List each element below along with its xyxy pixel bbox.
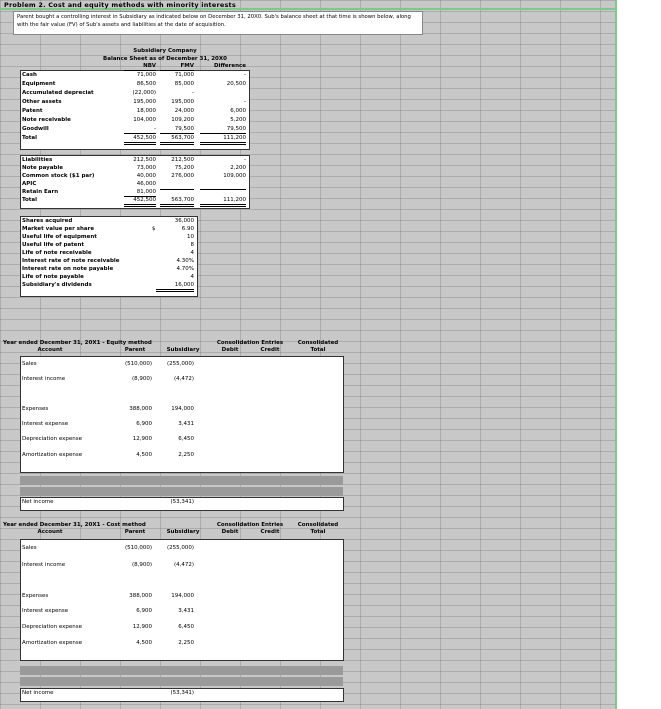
worksheet-row-parent: 6,900 — [136, 421, 152, 427]
bs-row-diff: - — [244, 72, 246, 78]
cost-col-consol: Consolidation Entries — [216, 522, 284, 528]
bs-row-fmv: 71,000 — [174, 72, 194, 78]
company-name: Subsidiary Company — [133, 48, 197, 54]
worksheet-row-parent: 12,900 — [132, 436, 152, 442]
bs-row-label: Other assets — [22, 99, 62, 105]
worksheet-row-label: Amortization expense — [22, 452, 83, 458]
equity-col-account: Account — [37, 347, 63, 353]
fact-value: 10 — [187, 234, 194, 240]
bs-row-nbv: 86,500 — [136, 81, 156, 87]
equity-total-bar — [20, 476, 343, 485]
bs-row-nbv: 18,000 — [136, 108, 156, 114]
bs-row-diff: 79,500 — [200, 126, 246, 134]
fact-value: 8 — [190, 242, 194, 248]
worksheet-row-parent: 388,000 — [129, 593, 152, 599]
bs-row-diff: 20,500 — [226, 81, 246, 87]
bs-row-nbv: 212,500 — [133, 157, 156, 163]
worksheet-row-sub: 3,431 — [178, 421, 194, 427]
worksheet-row-parent: 388,000 — [129, 406, 152, 412]
bs-row-nbv: 452,500 — [124, 197, 156, 207]
bs-row-fmv: 109,200 — [171, 117, 194, 123]
worksheet-row-parent: 6,900 — [136, 608, 152, 614]
worksheet-row-label: Interest income — [22, 376, 66, 382]
bs-row-fmv: - — [192, 90, 194, 96]
bs-row-diff: 111,200 — [200, 135, 246, 145]
cost-total-bar — [20, 666, 343, 675]
bs-row-diff: - — [244, 99, 246, 105]
worksheet-row-label: Amortization expense — [22, 640, 83, 646]
bs-row-label: Liabilities — [22, 157, 53, 163]
worksheet-row-label: Sales — [22, 361, 37, 367]
bs-row-fmv: 276,000 — [171, 173, 194, 179]
bs-row-fmv: 85,000 — [174, 81, 194, 87]
worksheet-row-label: Expenses — [22, 406, 49, 412]
bs-row-diff: 111,200 — [200, 197, 246, 207]
worksheet-row-sub: 3,431 — [178, 608, 194, 614]
fact-value: 4 — [190, 250, 194, 256]
fact-label: Useful life of equipment — [22, 234, 97, 240]
bs-row-fmv: 212,500 — [171, 157, 194, 163]
worksheet-row-parent: 12,900 — [132, 624, 152, 630]
bs-row-fmv: 79,500 — [160, 126, 194, 134]
equity-col-total: Total — [310, 347, 326, 353]
bs-row-diff: 6,000 — [230, 108, 246, 114]
worksheet-row-label: Sales — [22, 545, 37, 551]
col-fmv-header: FMV — [160, 63, 194, 71]
fact-label: Interest rate on note payable — [22, 266, 114, 272]
worksheet-row-label: Interest income — [22, 562, 66, 568]
balance-sheet-heading: Balance Sheet as of December 31, 20X0 — [103, 56, 227, 62]
bs-row-diff: 5,200 — [230, 117, 246, 123]
bs-row-label: Total — [22, 197, 38, 203]
fact-label: Interest rate of note receivable — [22, 258, 120, 264]
fact-label: Life of note payable — [22, 274, 84, 280]
cost-col-account: Account — [37, 529, 63, 535]
bs-row-label: Patent — [22, 108, 43, 114]
bs-row-nbv: 40,000 — [136, 173, 156, 179]
cost-net-income-sub: (53,341) — [170, 690, 194, 696]
worksheet-row-parent: (8,900) — [131, 376, 152, 382]
bs-row-nbv: 71,000 — [136, 72, 156, 78]
bs-row-label: Goodwill — [22, 126, 49, 132]
cost-net-income-label: Net income — [22, 690, 54, 696]
worksheet-row-label: Interest expense — [22, 608, 69, 614]
bs-row-label: Total — [22, 135, 38, 141]
worksheet-row-sub: 194,000 — [171, 593, 194, 599]
worksheet-row-sub: 6,450 — [178, 624, 194, 630]
fact-value: 6.90 — [181, 226, 194, 232]
fact-label: Shares acquired — [22, 218, 73, 224]
cost-col-parent: Parent — [124, 529, 146, 535]
equity-net-income-label: Net income — [22, 499, 54, 505]
worksheet-row-label: Interest expense — [22, 421, 69, 427]
bs-row-diff — [200, 189, 246, 190]
worksheet-row-label: Depreciation expense — [22, 624, 82, 630]
bs-row-nbv: 195,000 — [133, 99, 156, 105]
equity-col-consol: Consolidation Entries — [216, 340, 284, 346]
cost-col-debit: Debit — [221, 529, 239, 535]
fact-value: 16,000 — [156, 282, 194, 292]
fact-value: 4.70% — [176, 266, 194, 272]
equity-total-bar — [20, 487, 343, 496]
worksheet-row-sub: (255,000) — [166, 361, 194, 367]
problem-description: Parent bought a controlling interest in Subsidiary as indicated below on December 31, 20X0. Sub's balance sheet at that time is shown below, along with the fair value (FV) of Sub's assets and liabilities at the date of acquisition. — [13, 11, 423, 35]
worksheet-row-sub: 6,450 — [178, 436, 194, 442]
worksheet-row-label: Expenses — [22, 593, 49, 599]
col-nbv-header: NBV — [124, 63, 156, 71]
fact-value: 36,000 — [174, 218, 194, 224]
fact-label: Subsidiary's dividends — [22, 282, 92, 288]
worksheet-row-label: Depreciation expense — [22, 436, 82, 442]
bs-row-diff: 109,000 — [223, 173, 246, 179]
col-diff-header: Difference — [214, 63, 246, 69]
cost-total-bar — [20, 677, 343, 686]
worksheet-row-parent: 4,500 — [136, 452, 152, 458]
bs-row-fmv — [160, 189, 194, 190]
bs-row-nbv: 46,000 — [136, 181, 156, 187]
bs-row-nbv: 73,000 — [136, 165, 156, 171]
bs-row-label: Cash — [22, 72, 37, 78]
bs-row-nbv: (22,000) — [132, 90, 156, 96]
bs-row-label: Accumulated depreciat — [22, 90, 94, 96]
worksheet-row-parent: 4,500 — [136, 640, 152, 646]
worksheet-row-sub: 2,250 — [178, 452, 194, 458]
problem-title: Problem 2. Cost and equity methods with minority interests — [4, 1, 236, 9]
cost-heading: Year ended December 31, 20X1 - Cost method — [3, 522, 146, 528]
worksheet-row-sub: (4,472) — [173, 376, 194, 382]
fact-label: Useful life of patent — [22, 242, 85, 248]
fact-value: 4.30% — [176, 258, 194, 264]
bs-row-nbv: 81,000 — [124, 189, 156, 197]
bs-row-fmv: 24,000 — [174, 108, 194, 114]
bs-row-label: APIC — [22, 181, 37, 187]
bs-row-label: Equipment — [22, 81, 56, 87]
equity-col-consolidated: Consolidated — [297, 340, 339, 346]
fact-label: Life of note receivable — [22, 250, 92, 256]
equity-net-income-sub: (53,341) — [170, 499, 194, 505]
bs-row-diff: - — [244, 157, 246, 163]
bs-row-label: Retain Earn — [22, 189, 59, 195]
worksheet-row-parent: (510,000) — [124, 545, 152, 551]
bs-row-label: Note receivable — [22, 117, 71, 123]
bs-row-diff: 2,200 — [230, 165, 246, 171]
bs-row-fmv: 195,000 — [171, 99, 194, 105]
bs-row-fmv: 563,700 — [160, 197, 194, 207]
equity-col-debit: Debit — [221, 347, 239, 353]
worksheet-row-sub: 194,000 — [171, 406, 194, 412]
fact-label: Market value per share — [22, 226, 95, 232]
cost-col-subsidiary: Subsidiary — [166, 529, 200, 535]
bs-row-label: Note payable — [22, 165, 63, 171]
cost-col-total: Total — [310, 529, 326, 535]
worksheet-row-parent: (8,900) — [131, 562, 152, 568]
bs-row-nbv: 104,000 — [133, 117, 156, 123]
cost-col-credit: Credit — [260, 529, 280, 535]
fact-currency: $ — [152, 226, 156, 232]
worksheet-row-sub: (255,000) — [166, 545, 194, 551]
cost-col-consolidated: Consolidated — [297, 522, 339, 528]
bs-row-nbv: 452,500 — [124, 135, 156, 145]
fact-value: 4 — [190, 274, 194, 280]
equity-col-parent: Parent — [124, 347, 146, 353]
bs-row-label: Common stock ($1 par) — [22, 173, 95, 179]
bs-row-fmv: 563,700 — [160, 135, 194, 145]
worksheet-row-sub: 2,250 — [178, 640, 194, 646]
equity-heading: Year ended December 31, 20X1 - Equity method — [3, 340, 152, 346]
sheet-right-border — [615, 0, 617, 709]
worksheet-row-sub: (4,472) — [173, 562, 194, 568]
bs-row-nbv: - — [124, 126, 156, 134]
equity-col-subsidiary: Subsidiary — [166, 347, 200, 353]
bs-row-fmv: 75,200 — [174, 165, 194, 171]
equity-col-credit: Credit — [260, 347, 280, 353]
worksheet-row-parent: (510,000) — [124, 361, 152, 367]
